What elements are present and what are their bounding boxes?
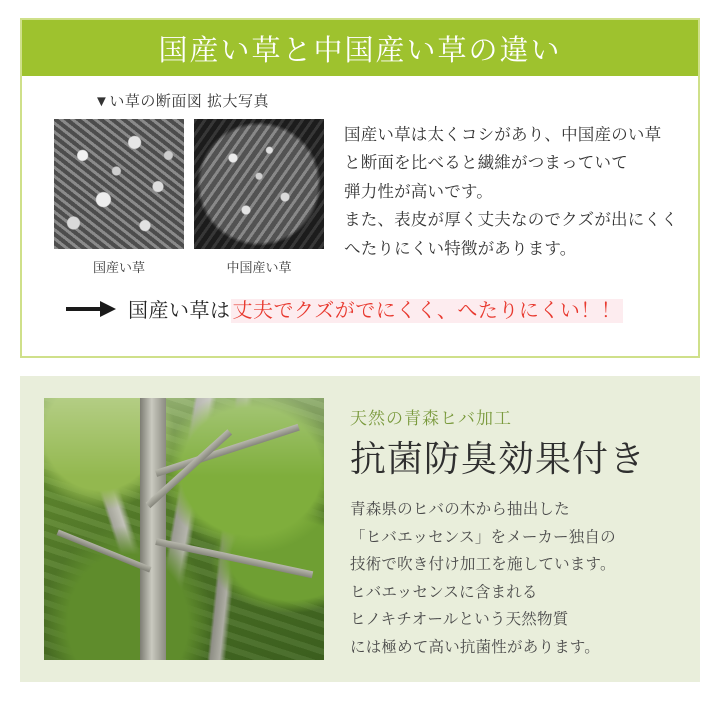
photo-label-domestic: 国産い草 bbox=[92, 260, 145, 275]
hiba-body-line-1: 青森県のヒバの木から抽出した bbox=[350, 501, 570, 518]
description-line-1: 国産い草は太くコシがあり、中国産のい草 bbox=[344, 126, 662, 144]
conclusion-row bbox=[66, 294, 680, 323]
conclusion-highlight: 丈夫でクズがでにくく、へたりにくい！！ bbox=[232, 300, 622, 322]
photo-caption-heading: ▼い草の断面図 拡大写真 bbox=[94, 93, 270, 110]
hiba-body-line-2: 「ヒバエッセンス」をメーカー独自の bbox=[350, 528, 616, 546]
section-hiba-treatment bbox=[20, 376, 700, 682]
hiba-heading: 抗菌防臭効果付き bbox=[350, 438, 647, 479]
right-arrow-icon bbox=[66, 299, 118, 319]
description-line-2: と断面を比べると繊維がつまっていて bbox=[344, 154, 628, 173]
photo-col-chinese bbox=[194, 119, 324, 276]
cross-section-photo-domestic bbox=[54, 119, 184, 249]
photos-and-text-row bbox=[40, 119, 680, 276]
description-line-3: 弾力性が高いです。 bbox=[344, 182, 493, 201]
hiba-lead: 天然の青森ヒバ加工 bbox=[350, 409, 512, 428]
hiba-text-block bbox=[324, 398, 646, 661]
description-line-5: へたりにくい特徴があります。 bbox=[344, 239, 577, 258]
section-banner bbox=[22, 20, 698, 76]
photo-block bbox=[40, 119, 330, 276]
comparison-description bbox=[330, 119, 680, 263]
cross-section-photo-chinese bbox=[194, 119, 324, 249]
conclusion-prefix: 国産い草は bbox=[128, 300, 231, 322]
conclusion-text bbox=[128, 294, 623, 323]
section-igusa-comparison bbox=[20, 18, 700, 358]
hiba-body-line-4: ヒバエッセンスに含まれる bbox=[350, 583, 538, 601]
photo-label-chinese: 中国産い草 bbox=[226, 260, 292, 275]
photo-col-domestic bbox=[54, 119, 184, 276]
hiba-tree-photo bbox=[44, 398, 324, 660]
section-one-body bbox=[22, 76, 698, 323]
hiba-body-line-5: ヒノキチオールという天然物質 bbox=[350, 611, 569, 629]
hiba-body-line-6: には極めて高い抗菌性があります。 bbox=[350, 638, 600, 656]
description-line-4: また、表皮が厚く丈夫なのでクズが出にくく bbox=[344, 211, 678, 230]
banner-title: 国産い草と中国産い草の違い bbox=[158, 34, 562, 67]
hiba-body-line-3: 技術で吹き付け加工を施しています。 bbox=[350, 556, 616, 574]
